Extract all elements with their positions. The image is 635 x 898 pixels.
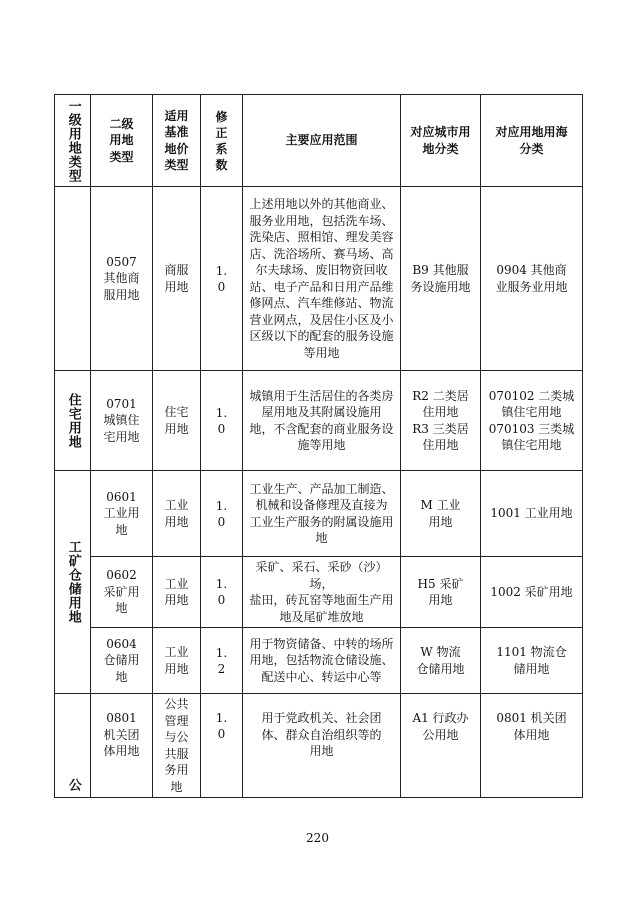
header-base-price: 适用基准地价类型	[153, 95, 201, 187]
cell-scope: 工业生产、产品加工制造、机械和设备修理及直接为 工业生产服务的附属设施用地	[243, 471, 401, 557]
header-level2: 二级用地类型	[91, 95, 153, 187]
cell-city-class: M 工业用地	[401, 471, 481, 557]
cell-level1: 公	[55, 694, 91, 798]
cell-sea-class: 1001 工业用地	[481, 471, 583, 557]
table-row	[55, 187, 583, 371]
cell-sea-class: 0904 其他商业服务业用地	[481, 187, 583, 371]
header-scope: 主要应用范围	[243, 95, 401, 187]
cell-scope: 用于物资储备、中转的场所用地，包括物流仓储设施、 配送中心、转运中心等	[243, 628, 401, 694]
cell-scope: 采矿、采石、采砂（沙）场， 盐田，砖瓦窑等地面生产用地及尾矿堆放地	[243, 557, 401, 628]
table-row	[55, 694, 583, 798]
table-row	[55, 628, 583, 694]
cell-base-price: 商服用地	[153, 187, 201, 371]
cell-city-class: H5 采矿用地	[401, 557, 481, 628]
cell-coef: 1.0	[201, 471, 243, 557]
cell-level2: 0701 城镇住宅用地	[91, 371, 153, 471]
cell-sea-class: 1101 物流仓储用地	[481, 628, 583, 694]
cell-sea-class: 0801 机关团体用地	[481, 694, 583, 798]
cell-city-class: B9 其他服务设施用地	[401, 187, 481, 371]
cell-level2: 0601 工业用地	[91, 471, 153, 557]
cell-base-price: 公共管理与公共服务用地	[153, 694, 201, 798]
header-city-class: 对应城市用地分类	[401, 95, 481, 187]
cell-scope: 用于党政机关、社会团体、群众自治组织等的用地	[243, 694, 401, 798]
cell-level2: 0507 其他商服用地	[91, 187, 153, 371]
cell-base-price: 工业用地	[153, 628, 201, 694]
cell-city-class: A1 行政办公用地	[401, 694, 481, 798]
cell-city-class: R2 二类居住用地 R3 三类居住用地	[401, 371, 481, 471]
cell-coef: 1.0	[201, 187, 243, 371]
cell-level2: 0801 机关团体用地	[91, 694, 153, 798]
cell-coef: 1.2	[201, 628, 243, 694]
page-number: 220	[306, 831, 329, 845]
header-sea-class: 对应用地用海分类	[481, 95, 583, 187]
cell-coef: 1.0	[201, 694, 243, 798]
cell-level2: 0604 仓储用地	[91, 628, 153, 694]
cell-level2: 0602 采矿用地	[91, 557, 153, 628]
table-row	[55, 557, 583, 628]
cell-level1: 工矿仓储用地	[55, 471, 91, 694]
table-row	[55, 471, 583, 557]
header-coef: 修正系数	[201, 95, 243, 187]
cell-coef: 1.0	[201, 557, 243, 628]
table-row	[55, 371, 583, 471]
cell-level1: 住宅用地	[55, 371, 91, 471]
cell-scope: 城镇用于生活居住的各类房屋用地及其附属设施用 地，不含配套的商业服务设施等用地	[243, 371, 401, 471]
header-row	[55, 95, 583, 187]
cell-base-price: 工业用地	[153, 557, 201, 628]
cell-base-price: 住宅用地	[153, 371, 201, 471]
cell-city-class: W 物流仓储用地	[401, 628, 481, 694]
land-classification-table	[54, 94, 583, 798]
cell-scope: 上述用地以外的其他商业、服务业用地，包括洗车场、洗染店、照相馆、理发美容店、洗浴场所、赛马场、高尔夫球场、废旧物资回收 站、电子产品和日用产品维修网点、汽车维修站、物流营业网点，及居住小区及小 区级以下的配套的服务设施等用地	[243, 187, 401, 371]
cell-coef: 1.0	[201, 371, 243, 471]
header-level1: 一级用地类型	[55, 95, 91, 187]
cell-base-price: 工业用地	[153, 471, 201, 557]
cell-sea-class: 1002 采矿用地	[481, 557, 583, 628]
cell-level1-empty	[55, 187, 91, 371]
cell-sea-class: 070102 二类城镇住宅用地 070103 三类城镇住宅用地	[481, 371, 583, 471]
